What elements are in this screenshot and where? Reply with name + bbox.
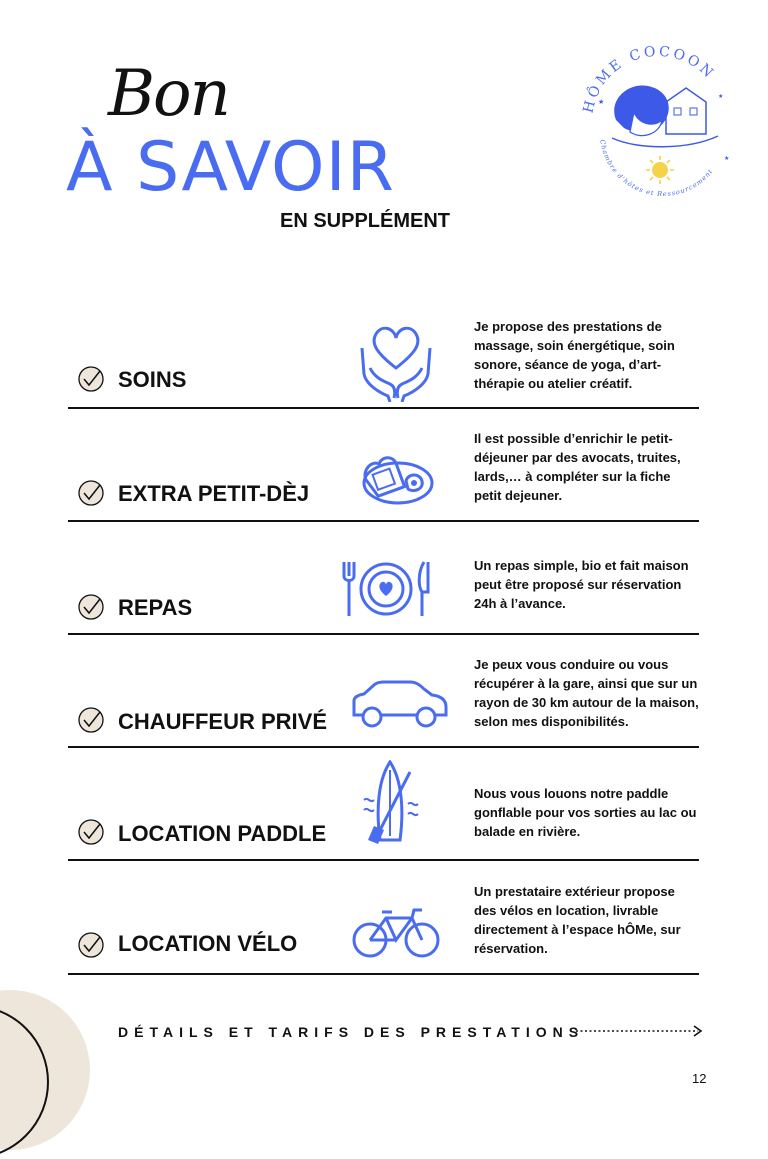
page-number: 12: [692, 1071, 707, 1086]
service-row-extra-petit-dej: [68, 407, 699, 522]
page-subtitle: EN SUPPLÉMENT: [280, 210, 451, 232]
checkmark-icon: [76, 364, 106, 394]
service-title: LOCATION VÉLO: [118, 931, 298, 956]
script-title: Bon: [108, 57, 229, 131]
service-row-location-velo: [68, 860, 699, 975]
service-title: SOINS: [118, 367, 187, 392]
service-row-location-paddle: [68, 746, 699, 861]
toast-egg-icon: [356, 443, 436, 507]
bicycle-icon: [352, 904, 440, 960]
hands-heart-icon: [356, 318, 436, 402]
page-title: À SAVOIR: [66, 128, 395, 207]
plate-cutlery-icon: [338, 558, 434, 620]
checkmark-icon: [76, 705, 106, 735]
service-description: Un prestataire extérieur propose des vélos en location, livrable directement à l’espace hÔMe, sur réservation.: [474, 884, 681, 956]
service-title: LOCATION PADDLE: [118, 821, 327, 846]
service-title: EXTRA PETIT-DÈJ: [118, 481, 310, 506]
row-divider: [68, 973, 699, 975]
logo-brand-text: HÔME COCOON: [580, 43, 718, 115]
svg-text:★: ★: [598, 99, 605, 106]
service-description: Il est possible d’enrichir le petit-déjeuner par des avocats, truites, lards,… à compléter sur la fiche petit dejeuner.: [474, 431, 681, 503]
service-row-soins: [68, 294, 699, 409]
paddle-board-icon: [360, 760, 422, 846]
home-cocoon-logo: [578, 42, 738, 202]
checkmark-icon: [76, 930, 106, 960]
service-description: Je propose des prestations de massage, soin énergétique, soin sonore, séance de yoga, d’art-thérapie ou atelier créatif.: [474, 319, 675, 391]
service-description: Un repas simple, bio et fait maison peut être proposé sur réservation 24h à l’avance.: [474, 558, 689, 611]
dotted-arrow-icon[interactable]: [576, 1024, 706, 1038]
service-row-repas: [68, 520, 699, 635]
service-title: CHAUFFEUR PRIVÉ: [118, 709, 328, 734]
details-link[interactable]: DÉTAILS ET TARIFS DES PRESTATIONS: [118, 1024, 585, 1040]
service-title: REPAS: [118, 595, 193, 620]
car-icon: [348, 679, 450, 729]
logo-tagline-text: Chambre d'hôtes et Ressourcement: [598, 138, 715, 199]
checkmark-icon: [76, 817, 106, 847]
svg-text:★: ★: [724, 156, 730, 162]
service-description: Je peux vous conduire ou vous récupérer à la gare, ainsi que sur un rayon de 30 km autour de la maison, selon mes disponibilités.: [474, 657, 699, 729]
checkmark-icon: [76, 478, 106, 508]
checkmark-icon: [76, 592, 106, 622]
service-row-chauffeur-prive: [68, 633, 699, 748]
svg-text:★: ★: [718, 94, 724, 100]
service-description: Nous vous louons notre paddle gonflable pour vos sorties au lac ou balade en rivière.: [474, 786, 697, 839]
